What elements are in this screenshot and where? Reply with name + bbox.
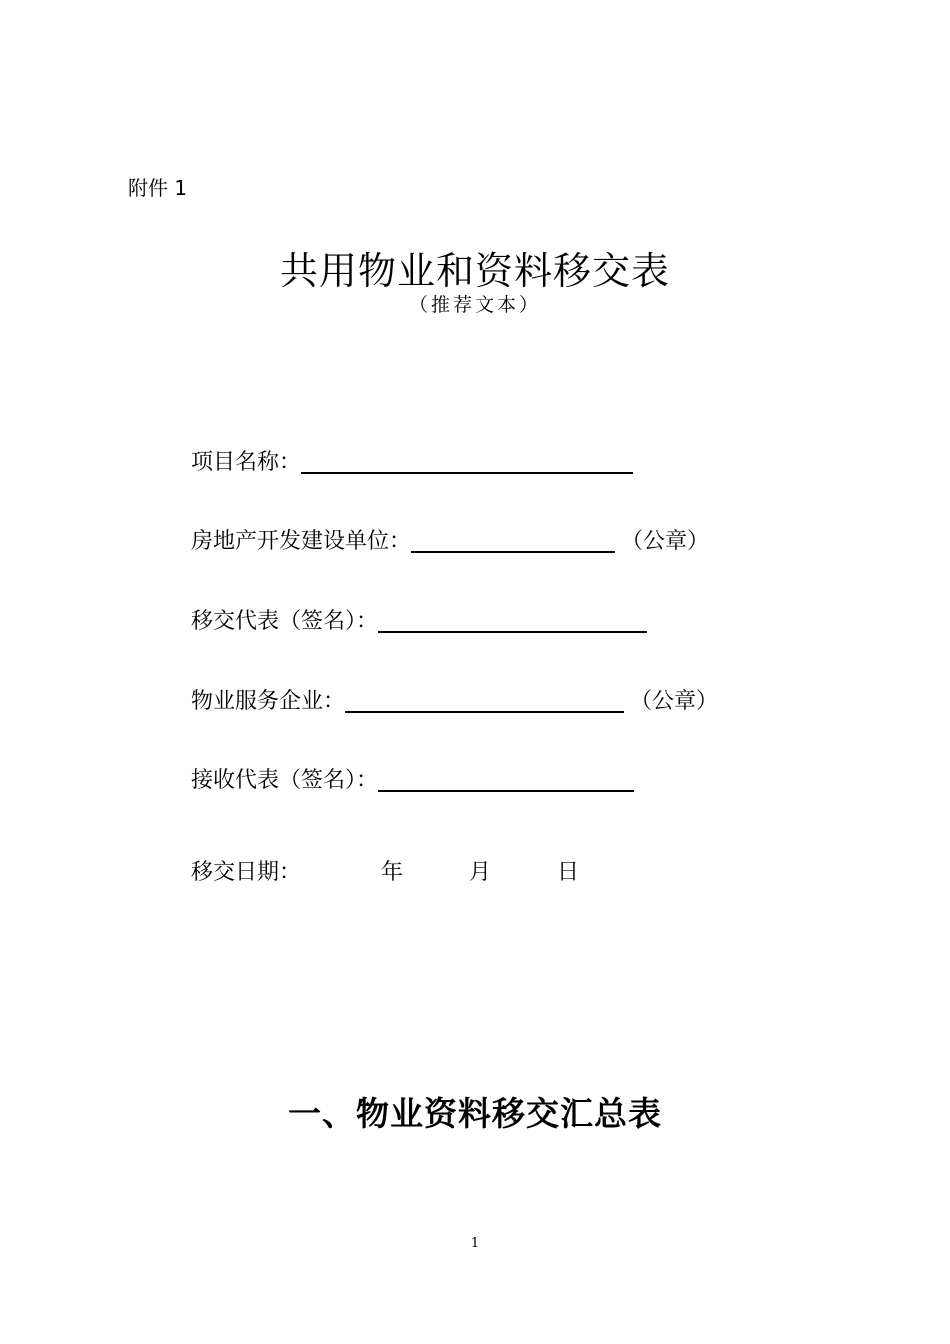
service-company-row — [191, 685, 718, 719]
receiver-rep-row — [191, 764, 634, 798]
handover-date-label: 移交日期： — [191, 860, 302, 885]
service-company-label: 物业服务企业： — [191, 689, 346, 714]
handover-date-row — [191, 856, 579, 890]
project-name-row — [191, 446, 633, 480]
project-name-label: 项目名称： — [191, 450, 302, 475]
document-title: 共用物业和资料移交表 — [279, 249, 670, 293]
project-name-blank[interactable] — [301, 446, 633, 474]
developer-blank[interactable] — [411, 525, 615, 553]
handover-rep-row — [191, 605, 647, 639]
handover-rep-blank[interactable] — [378, 605, 647, 633]
developer-stamp: （公章） — [621, 529, 710, 554]
document-subtitle: （推荐文本） — [408, 294, 541, 316]
receiver-rep-label: 接收代表（签名）： — [191, 768, 379, 793]
section-heading: 一、物业资料移交汇总表 — [288, 1094, 662, 1133]
date-year-unit: 年 — [381, 860, 404, 885]
date-day-unit: 日 — [557, 860, 580, 885]
developer-label: 房地产开发建设单位： — [191, 529, 412, 554]
handover-rep-label: 移交代表（签名）： — [191, 609, 379, 634]
date-month-unit: 月 — [469, 860, 492, 885]
annex-label: 附件 1 — [128, 176, 188, 200]
developer-row — [191, 525, 709, 559]
service-stamp: （公章） — [630, 689, 719, 714]
receiver-rep-blank[interactable] — [378, 764, 634, 792]
service-company-blank[interactable] — [345, 685, 624, 713]
page-number: 1 — [470, 1236, 480, 1251]
